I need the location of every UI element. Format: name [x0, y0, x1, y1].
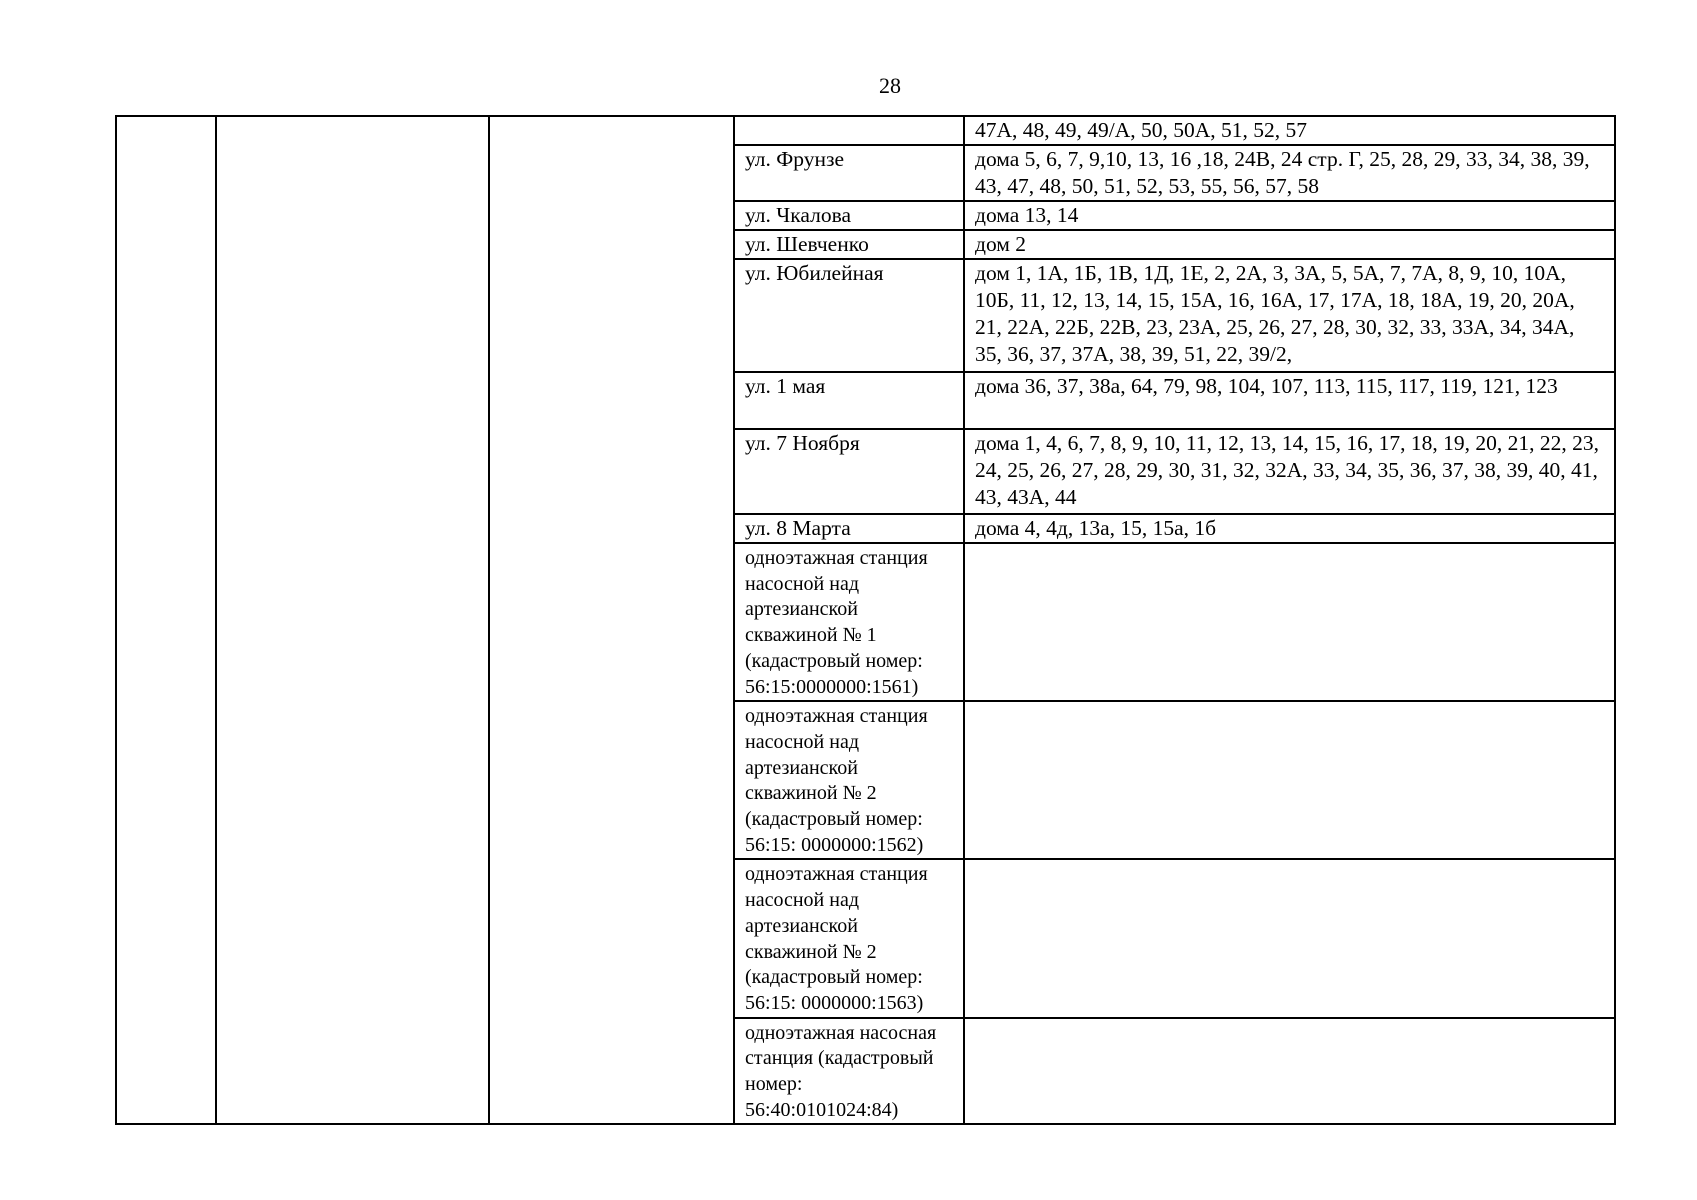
street-name: ул. 7 Ноября	[734, 429, 964, 514]
station-description: одноэтажная станция насосной над артезианской скважиной № 1 (кадастровый номер: 56:15:0000000:1561)	[734, 543, 964, 701]
station-description: одноэтажная станция насосной над артезианской скважиной № 2 (кадастровый номер: 56:15: 0000000:1562)	[734, 701, 964, 859]
station-description: одноэтажная станция насосной над артезианской скважиной № 2 (кадастровый номер: 56:15: 0000000:1563)	[734, 859, 964, 1017]
street-name: ул. 1 мая	[734, 372, 964, 429]
street-name: ул. Шевченко	[734, 230, 964, 259]
house-numbers: дома 4, 4д, 13а, 15, 15а, 1б	[964, 514, 1615, 543]
house-numbers: дом 2	[964, 230, 1615, 259]
house-numbers: дома 13, 14	[964, 201, 1615, 230]
empty-cell-col1	[116, 116, 216, 1124]
street-name: ул. Фрунзе	[734, 145, 964, 201]
house-numbers	[964, 701, 1615, 859]
address-table	[115, 115, 1616, 1125]
street-name: ул. Чкалова	[734, 201, 964, 230]
empty-cell-col3	[489, 116, 734, 1124]
street-name: ул. 8 Марта	[734, 514, 964, 543]
house-numbers	[964, 543, 1615, 701]
house-numbers: дома 5, 6, 7, 9,10, 13, 16 ,18, 24В, 24 стр. Г, 25, 28, 29, 33, 34, 38, 39, 43, 47, 48, 50, 51, 52, 53, 55, 56, 57, 58	[964, 145, 1615, 201]
house-numbers: дома 1, 4, 6, 7, 8, 9, 10, 11, 12, 13, 14, 15, 16, 17, 18, 19, 20, 21, 22, 23, 24, 25, 26, 27, 28, 29, 30, 31, 32, 32А, 33, 34, 35, 36, 37, 38, 39, 40, 41, 43, 43А, 44	[964, 429, 1615, 514]
house-numbers: дома 36, 37, 38а, 64, 79, 98, 104, 107, 113, 115, 117, 119, 121, 123	[964, 372, 1615, 429]
house-numbers	[964, 859, 1615, 1017]
street-name: ул. Юбилейная	[734, 259, 964, 372]
table-row	[116, 116, 1615, 145]
empty-cell-col2	[216, 116, 489, 1124]
street-name	[734, 116, 964, 145]
house-numbers	[964, 1018, 1615, 1125]
page-number: 28	[879, 73, 901, 98]
station-description: одноэтажная насосная станция (кадастровый номер: 56:40:0101024:84)	[734, 1018, 964, 1125]
house-numbers: 47А, 48, 49, 49/А, 50, 50А, 51, 52, 57	[964, 116, 1615, 145]
house-numbers: дом 1, 1А, 1Б, 1В, 1Д, 1Е, 2, 2А, 3, 3А, 5, 5А, 7, 7А, 8, 9, 10, 10А, 10Б, 11, 12, 13, 14, 15, 15А, 16, 16А, 17, 17А, 18, 18А, 19, 20, 20А, 21, 22А, 22Б, 22В, 23, 23А, 25, 26, 27, 28, 30, 32, 33, 33А, 34, 34А, 35, 36, 37, 37А, 38, 39, 51, 22, 39/2,	[964, 259, 1615, 372]
